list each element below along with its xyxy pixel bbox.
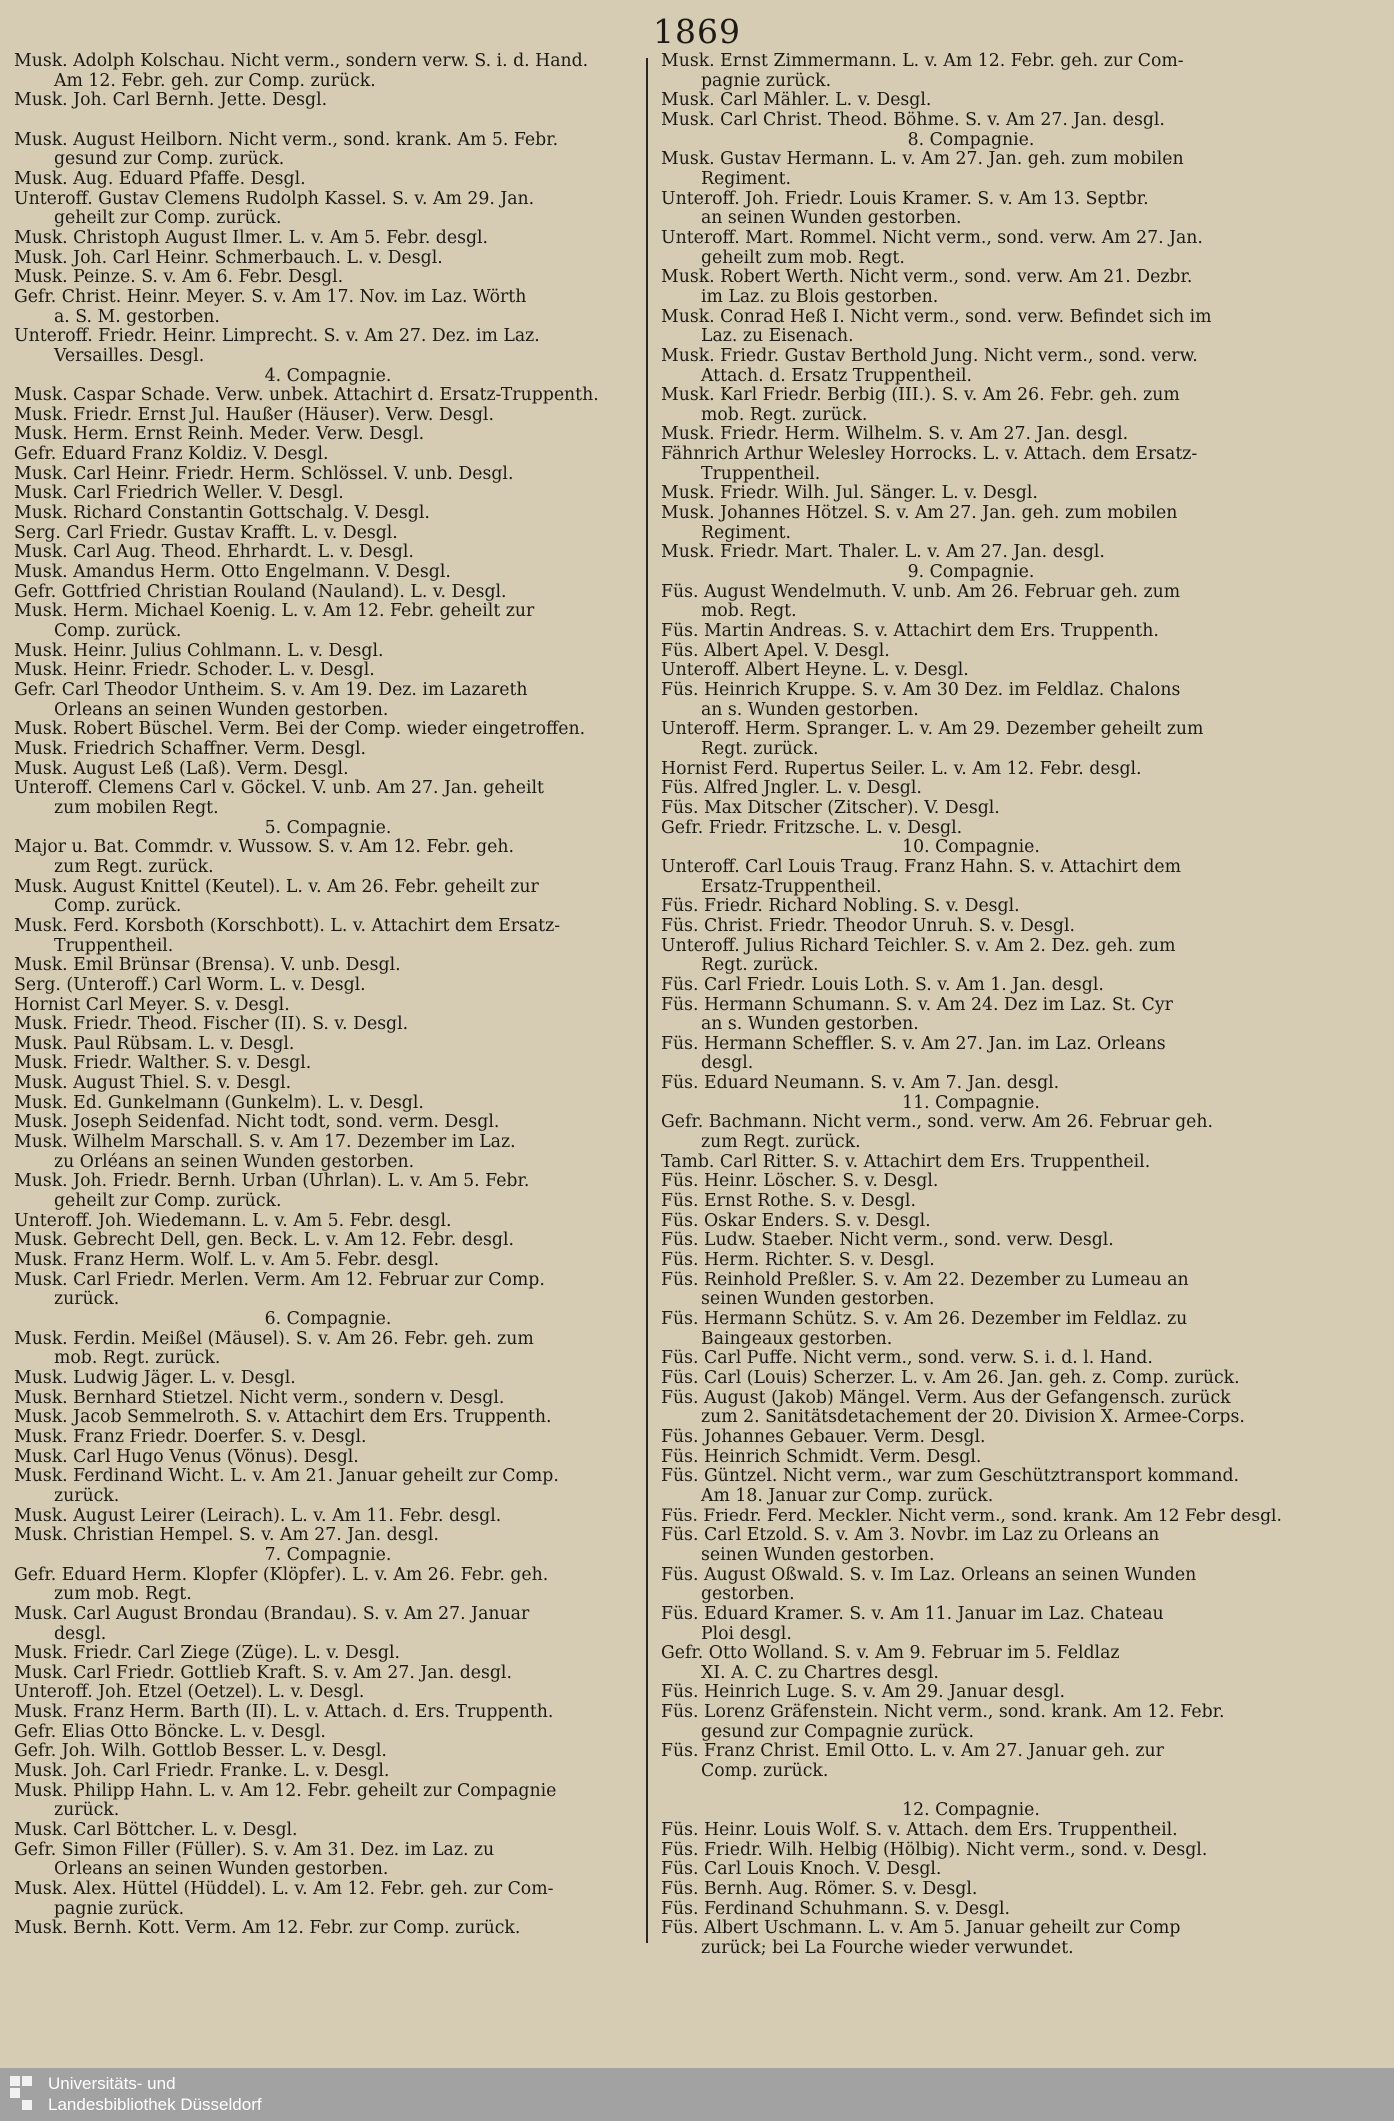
entry-line [14, 111, 642, 131]
entry-line: Gefr. Eduard Franz Koldiz. V. Desgl. [14, 444, 329, 465]
entry-continuation: desgl. [54, 1623, 107, 1644]
entry-line: Musk. Jacob Semmelroth. S. v. Attachirt dem Ers. Truppenth. [14, 1407, 552, 1428]
entry-line: Füs. Lorenz Gräfenstein. Nicht verm., sond. krank. Am 12. Febr. [661, 1702, 1225, 1723]
entry-line: Musk. Carl Christ. Theod. Böhme. S. v. Am 27. Jan. desgl. [661, 109, 1165, 130]
entry-line: Füs. Heinrich Kruppe. S. v. Am 30 Dez. im Feldlaz. Chalons [661, 680, 1181, 700]
entry-continuation: gesund zur Comp. zurück. [54, 149, 285, 170]
entry-continuation: pagnie zurück. [701, 70, 832, 91]
entry-line: Füs. Carl Louis Knoch. V. Desgl. [661, 1859, 942, 1880]
entry-line: Unteroff. Gustav Clemens Rudolph Kassel. S. v. Am 29. Jan. [14, 188, 535, 209]
entry-continuation: an seinen Wunden gestorben. [701, 208, 962, 229]
entry-continuation: zurück. [54, 1289, 120, 1310]
entry-line: Unteroff. Joh. Wiedemann. L. v. Am 5. Febr. desgl. [14, 1210, 452, 1231]
entry-continuation: Am 18. Januar zur Comp. zurück. [701, 1485, 994, 1506]
entry-line: Musk. Herm. Ernst Reinh. Meder. Verw. Desgl. [14, 424, 425, 445]
entry-line: Füs. Carl Etzold. S. v. Am 3. Novbr. im Laz zu Orleans an [661, 1525, 1160, 1546]
entry-line: Füs. Johannes Gebauer. Verm. Desgl. [661, 1426, 986, 1447]
entry-line: Füs. Albert Apel. V. Desgl. [661, 640, 890, 661]
company-heading: 6. Compagnie. [264, 1309, 392, 1329]
entry-line: Musk. Heinr. Julius Cohlmann. L. v. Desgl. [14, 640, 384, 661]
entry-line: Unteroff. Albert Heyne. L. v. Desgl. [661, 660, 969, 681]
entry-line: Musk. August Heilborn. Nicht verm., sond. krank. Am 5. Febr. [14, 129, 559, 150]
entry-line: Gefr. Carl Theodor Untheim. S. v. Am 19. Dez. im Lazareth [14, 680, 528, 700]
entry-line: Musk. Carl Heinr. Friedr. Herm. Schlössel. V. unb. Desgl. [14, 463, 514, 484]
entry-continuation: Orleans an seinen Wunden gestorben. [54, 1859, 389, 1880]
entry-line: Füs. Carl Puffe. Nicht verm., sond. verw. S. i. d. l. Hand. [661, 1348, 1153, 1369]
entry-continuation: zum 2. Sanitätsdetachement der 20. Division X. Armee-Corps. [701, 1407, 1245, 1428]
entry-continuation: Attach. d. Ersatz Truppentheil. [701, 365, 973, 386]
entry-line: Musk. Aug. Eduard Pfaffe. Desgl. [14, 168, 306, 189]
entry-continuation: a. S. M. gestorben. [54, 306, 220, 327]
entry-line: Hornist Ferd. Rupertus Seiler. L. v. Am 12. Febr. desgl. [661, 758, 1142, 779]
entry-continuation: pagnie zurück. [54, 1898, 185, 1919]
entry-line: Musk. August Leß (Laß). Verm. Desgl. [14, 758, 349, 779]
entry-line: Musk. Gebrecht Dell, gen. Beck. L. v. Am 12. Febr. desgl. [14, 1230, 514, 1251]
entry-line: Musk. Adolph Kolschau. Nicht verm., sondern verw. S. i. d. Hand. [14, 51, 589, 71]
entry-line: Musk. Friedr. Herm. Wilhelm. S. v. Am 27. Jan. desgl. [661, 424, 1129, 445]
entry-line: Musk. Joseph Seidenfad. Nicht todt, sond. verm. Desgl. [14, 1112, 500, 1133]
entry-line: Füs. Max Ditscher (Zitscher). V. Desgl. [661, 797, 1000, 818]
entry-line: Füs. August Oßwald. S. v. Im Laz. Orleans an seinen Wunden [661, 1564, 1197, 1585]
entry-line: Füs. Friedr. Ferd. Meckler. Nicht verm., sond. krank. Am 12 Febr desgl. [661, 1505, 1282, 1526]
entry-line: Musk. Ferd. Korsboth (Korschbott). L. v. Attachirt dem Ersatz- [14, 915, 561, 936]
entry-line: Musk. Joh. Carl Friedr. Franke. L. v. Desgl. [14, 1761, 390, 1782]
entry-line: Musk. Friedr. Ernst Jul. Haußer (Häuser). Verw. Desgl. [14, 404, 494, 425]
entry-line: Füs. Ludw. Staeber. Nicht verm., sond. verw. Desgl. [661, 1230, 1114, 1251]
entry-line: Füs. Albert Uschmann. L. v. Am 5. Januar geheilt zur Comp [661, 1918, 1181, 1939]
entry-line: Musk. Joh. Carl Heinr. Schmerbauch. L. v. Desgl. [14, 247, 443, 268]
entry-line: Füs. Heinrich Luge. S. v. Am 29. Januar desgl. [661, 1682, 1065, 1703]
entry-line: Unteroff. Friedr. Heinr. Limprecht. S. v. Am 27. Dez. im Laz. [14, 326, 540, 347]
entry-line: Musk. Gustav Hermann. L. v. Am 27. Jan. geh. zum mobilen [661, 149, 1184, 170]
entry-line: Serg. (Unteroff.) Carl Worm. L. v. Desgl. [14, 974, 366, 995]
entry-line: Füs. Friedr. Richard Nobling. S. v. Desgl. [661, 896, 1020, 917]
entry-line: Unteroff. Julius Richard Teichler. S. v. Am 2. Dez. geh. zum [661, 935, 1176, 956]
left-column [14, 52, 642, 1939]
entry-line: Füs. Herm. Richter. S. v. Desgl. [661, 1250, 935, 1271]
entry-line: Musk. Franz Herm. Barth (II). L. v. Attach. d. Ers. Truppenth. [14, 1702, 554, 1723]
entry-continuation: gestorben. [701, 1584, 795, 1605]
entry-line: Musk. Ernst Zimmermann. L. v. Am 12. Febr. geh. zur Com- [661, 51, 1184, 71]
entry-line: Musk. Conrad Heß I. Nicht verm., sond. verw. Befindet sich im [661, 306, 1212, 327]
entry-line: Musk. Amandus Herm. Otto Engelmann. V. Desgl. [14, 562, 451, 583]
company-heading: 5. Compagnie. [264, 817, 392, 838]
entry-continuation: Ersatz-Truppentheil. [701, 876, 882, 897]
entry-line: Serg. Carl Friedr. Gustav Krafft. L. v. Desgl. [14, 522, 398, 543]
entry-continuation: Regt. zurück. [701, 955, 819, 976]
page-number: 1869 [653, 12, 741, 51]
entry-line: Musk. Carl August Brondau (Brandau). S. v. Am 27. Januar [14, 1603, 530, 1624]
entry-line: Musk. Carl Aug. Theod. Ehrhardt. L. v. Desgl. [14, 542, 414, 563]
entry-line: Musk. Franz Friedr. Doerfer. S. v. Desgl. [14, 1426, 367, 1447]
entry-line: Gefr. Joh. Wilh. Gottlob Besser. L. v. Desgl. [14, 1741, 387, 1762]
entry-line: Hornist Carl Meyer. S. v. Desgl. [14, 994, 290, 1015]
entry-line: Füs. Hermann Schumann. S. v. Am 24. Dez im Laz. St. Cyr [661, 994, 1173, 1015]
entry-line: Musk. Friedr. Theod. Fischer (II). S. v. Desgl. [14, 1014, 409, 1035]
entry-continuation: zum Regt. zurück. [54, 856, 214, 877]
entry-continuation: Baingeaux gestorben. [701, 1328, 893, 1349]
entry-continuation: mob. Regt. [701, 601, 797, 622]
company-heading: 10. Compagnie. [902, 837, 1040, 858]
entry-continuation: zu Orléans an seinen Wunden gestorben. [54, 1151, 415, 1172]
entry-line: Musk. Emil Brünsar (Brensa). V. unb. Desgl. [14, 955, 401, 976]
entry-line: Musk. Heinr. Friedr. Schoder. L. v. Desgl. [14, 660, 375, 681]
entry-line: Musk. Karl Friedr. Berbig (III.). S. v. Am 26. Febr. geh. zum [661, 385, 1180, 406]
entry-line: Musk. Herm. Michael Koenig. L. v. Am 12. Febr. geheilt zur [14, 601, 535, 622]
entry-line: Musk. Caspar Schade. Verw. unbek. Attachirt d. Ersatz-Truppenth. [14, 385, 599, 406]
entry-line: Füs. Reinhold Preßler. S. v. Am 22. Dezember zu Lumeau an [661, 1269, 1189, 1290]
entry-line: Unteroff. Joh. Etzel (Oetzel). L. v. Desgl. [14, 1682, 365, 1703]
entry-continuation: Comp. zurück. [701, 1761, 829, 1782]
entry-line: Musk. Carl Böttcher. L. v. Desgl. [14, 1820, 298, 1841]
entry-line: Füs. Eduard Neumann. S. v. Am 7. Jan. desgl. [661, 1073, 1060, 1094]
entry-line: Musk. Carl Friedr. Gottlieb Kraft. S. v. Am 27. Jan. desgl. [14, 1662, 512, 1683]
entry-line: Füs. Martin Andreas. S. v. Attachirt dem Ers. Truppenth. [661, 621, 1159, 642]
entry-line: Musk. August Thiel. S. v. Desgl. [14, 1073, 292, 1094]
entry-line: Musk. Ferdin. Meißel (Mäusel). S. v. Am 26. Febr. geh. zum [14, 1328, 534, 1349]
entry-continuation: Laz. zu Eisenach. [701, 326, 854, 347]
entry-continuation: Truppentheil. [54, 935, 174, 956]
entry-line: Musk. Friedr. Wilh. Jul. Sänger. L. v. Desgl. [661, 483, 1038, 504]
entry-line: Füs. Heinr. Louis Wolf. S. v. Attach. dem Ers. Truppentheil. [661, 1820, 1178, 1841]
library-footer [0, 2068, 1394, 2121]
company-heading: 4. Compagnie. [264, 365, 392, 386]
company-heading: 8. Compagnie. [907, 129, 1035, 150]
company-heading: 12. Compagnie. [902, 1800, 1040, 1821]
entry-continuation: Orleans an seinen Wunden gestorben. [54, 699, 389, 720]
company-heading: 9. Compagnie. [907, 562, 1035, 583]
entry-line: Gefr. Bachmann. Nicht verm., sond. verw. Am 26. Februar geh. [661, 1112, 1213, 1133]
company-heading: 7. Compagnie. [264, 1544, 392, 1565]
entry-continuation: zum mob. Regt. [54, 1584, 192, 1605]
entry-line: Füs. Ernst Rothe. S. v. Desgl. [661, 1191, 916, 1212]
entry-line: Musk. Alex. Hüttel (Hüddel). L. v. Am 12. Febr. geh. zur Com- [14, 1879, 554, 1900]
entry-line: Musk. Wilhelm Marschall. S. v. Am 17. Dezember im Laz. [14, 1132, 516, 1153]
entry-continuation: Comp. zurück. [54, 896, 182, 917]
entry-continuation: seinen Wunden gestorben. [701, 1544, 935, 1565]
entry-line: Unteroff. Clemens Carl v. Göckel. V. unb. Am 27. Jan. geheilt [14, 778, 544, 799]
entry-continuation: zum mobilen Regt. [54, 797, 219, 818]
entry-line: Musk. Carl Friedrich Weller. V. Desgl. [14, 483, 344, 504]
entry-line: Füs. Hermann Schütz. S. v. Am 26. Dezember im Feldlaz. zu [661, 1309, 1188, 1329]
entry-line: Musk. Joh. Carl Bernh. Jette. Desgl. [14, 90, 328, 111]
entry-continuation: seinen Wunden gestorben. [701, 1289, 935, 1310]
entry-line: Gefr. Gottfried Christian Rouland (Nauland). L. v. Desgl. [14, 581, 507, 602]
entry-continuation: Truppentheil. [701, 463, 821, 484]
entry-line: Füs. Eduard Kramer. S. v. Am 11. Januar im Laz. Chateau [661, 1603, 1164, 1624]
entry-line: Füs. Christ. Friedr. Theodor Unruh. S. v. Desgl. [661, 915, 1075, 936]
entry-line: Füs. Oskar Enders. S. v. Desgl. [661, 1210, 931, 1231]
entry-line: Tamb. Carl Ritter. S. v. Attachirt dem Ers. Truppentheil. [661, 1151, 1151, 1172]
entry-line: Musk. August Knittel (Keutel). L. v. Am 26. Febr. geheilt zur [14, 876, 539, 897]
entry-continuation: zum Regt. zurück. [701, 1132, 861, 1153]
entry-line: Füs. Carl (Louis) Scherzer. L. v. Am 26. Jan. geh. z. Comp. zurück. [661, 1367, 1240, 1388]
entry-line: Musk. August Leirer (Leirach). L. v. Am 11. Febr. desgl. [14, 1505, 502, 1526]
entry-line: Füs. Alfred Jngler. L. v. Desgl. [661, 778, 922, 799]
entry-line: Gefr. Eduard Herm. Klopfer (Klöpfer). L. v. Am 26. Febr. geh. [14, 1564, 549, 1585]
entry-continuation: geheilt zum mob. Regt. [701, 247, 905, 268]
entry-line: Gefr. Friedr. Fritzsche. L. v. Desgl. [661, 817, 963, 838]
entry-line: Musk. Friedrich Schaffner. Verm. Desgl. [14, 738, 367, 759]
entry-line: Musk. Johannes Hötzel. S. v. Am 27. Jan. geh. zum mobilen [661, 503, 1178, 524]
entry-line: Unteroff. Mart. Rommel. Nicht verm., sond. verw. Am 27. Jan. [661, 227, 1203, 248]
entry-continuation: gesund zur Compagnie zurück. [701, 1721, 975, 1742]
entry-line: Füs. Bernh. Aug. Römer. S. v. Desgl. [661, 1879, 978, 1900]
entry-line: Musk. Peinze. S. v. Am 6. Febr. Desgl. [14, 267, 344, 288]
entry-line: Musk. Ed. Gunkelmann (Gunkelm). L. v. Desgl. [14, 1092, 424, 1113]
right-column [661, 52, 1281, 1959]
library-name-line1: Universitäts- und [48, 2074, 176, 2093]
entry-line: Major u. Bat. Commdr. v. Wussow. S. v. Am 12. Febr. geh. [14, 837, 514, 858]
entry-line: Musk. Christian Hempel. S. v. Am 27. Jan. desgl. [14, 1525, 439, 1546]
entry-line: Musk. Richard Constantin Gottschalg. V. Desgl. [14, 503, 430, 524]
entry-continuation: Comp. zurück. [54, 621, 182, 642]
entry-line: Fähnrich Arthur Welesley Horrocks. L. v. Attach. dem Ersatz- [661, 444, 1198, 465]
entry-continuation: XI. A. C. zu Chartres desgl. [701, 1662, 939, 1683]
entry-continuation: geheilt zur Comp. zurück. [54, 1191, 282, 1212]
entry-line: Musk. Paul Rübsam. L. v. Desgl. [14, 1033, 295, 1054]
entry-continuation: mob. Regt. zurück. [54, 1348, 221, 1369]
entry-line: Füs. Ferdinand Schuhmann. S. v. Desgl. [661, 1898, 1010, 1919]
entry-line: Gefr. Otto Wolland. S. v. Am 9. Februar im 5. Feldlaz [661, 1643, 1120, 1664]
entry-line: Gefr. Elias Otto Böncke. L. v. Desgl. [14, 1721, 326, 1742]
entry-continuation: Regiment. [701, 168, 792, 189]
entry-line [661, 1782, 1281, 1802]
entry-line: Musk. Friedr. Gustav Berthold Jung. Nicht verm., sond. verw. [661, 345, 1198, 366]
entry-continuation: zurück; bei La Fourche wieder verwundet. [701, 1938, 1074, 1958]
entry-continuation: Am 12. Febr. geh. zur Comp. zurück. [54, 70, 376, 91]
entry-continuation: im Laz. zu Blois gestorben. [701, 286, 939, 307]
entry-line: Musk. Joh. Friedr. Bernh. Urban (Uhrlan). L. v. Am 5. Febr. [14, 1171, 530, 1192]
entry-line: Gefr. Simon Filler (Füller). S. v. Am 31. Dez. im Laz. zu [14, 1839, 495, 1860]
entry-line: Füs. August Wendelmuth. V. unb. Am 26. Februar geh. zum [661, 581, 1181, 602]
library-logo-icon [10, 2076, 34, 2112]
entry-line: Musk. Friedr. Carl Ziege (Züge). L. v. Desgl. [14, 1643, 401, 1664]
company-heading: 11. Compagnie. [902, 1092, 1040, 1113]
entry-line: Füs. Franz Christ. Emil Otto. L. v. Am 27. Januar geh. zur [661, 1741, 1164, 1762]
entry-line: Musk. Christoph August Ilmer. L. v. Am 5. Febr. desgl. [14, 227, 489, 248]
entry-line: Musk. Robert Werth. Nicht verm., sond. verw. Am 21. Dezbr. [661, 267, 1193, 288]
entry-line: Füs. Heinr. Löscher. S. v. Desgl. [661, 1171, 939, 1192]
library-name [48, 2073, 262, 2115]
entry-continuation: Ploi desgl. [701, 1623, 792, 1644]
entry-continuation: zurück. [54, 1485, 120, 1506]
entry-line: Musk. Bernh. Kott. Verm. Am 12. Febr. zur Comp. zurück. [14, 1918, 521, 1939]
entry-line: Unteroff. Herm. Spranger. L. v. Am 29. Dezember geheilt zum [661, 719, 1204, 740]
entry-continuation: Regiment. [701, 522, 792, 543]
entry-line: Füs. Heinrich Schmidt. Verm. Desgl. [661, 1446, 982, 1467]
entry-line: Musk. Philipp Hahn. L. v. Am 12. Febr. geheilt zur Compagnie [14, 1780, 557, 1801]
entry-continuation: an s. Wunden gestorben. [701, 1014, 919, 1035]
entry-continuation: desgl. [701, 1053, 754, 1074]
entry-line: Gefr. Christ. Heinr. Meyer. S. v. Am 17. Nov. im Laz. Wörth [14, 286, 527, 307]
entry-line: Musk. Franz Herm. Wolf. L. v. Am 5. Febr. desgl. [14, 1250, 440, 1271]
entry-line: Füs. August (Jakob) Mängel. Verm. Aus der Gefangensch. zurück [661, 1387, 1231, 1408]
entry-line: Füs. Hermann Scheffler. S. v. Am 27. Jan. im Laz. Orleans [661, 1033, 1166, 1054]
entry-line: Musk. Carl Friedr. Merlen. Verm. Am 12. Februar zur Comp. [14, 1269, 545, 1290]
entry-continuation: zurück. [54, 1800, 120, 1821]
entry-continuation: Versailles. Desgl. [54, 345, 205, 366]
entry-line: Füs. Carl Friedr. Louis Loth. S. v. Am 1. Jan. desgl. [661, 974, 1104, 995]
entry-line: Unteroff. Carl Louis Traug. Franz Hahn. S. v. Attachirt dem [661, 856, 1182, 877]
entry-continuation: Regt. zurück. [701, 738, 819, 759]
entry-line: Musk. Robert Büschel. Verm. Bei der Comp. wieder eingetroffen. [14, 719, 586, 740]
entry-line: Musk. Carl Mähler. L. v. Desgl. [661, 90, 932, 111]
entry-line: Unteroff. Joh. Friedr. Louis Kramer. S. v. Am 13. Septbr. [661, 188, 1149, 209]
entry-continuation: mob. Regt. zurück. [701, 404, 868, 425]
entry-continuation: an s. Wunden gestorben. [701, 699, 919, 720]
library-name-line2: Landesbibliothek Düsseldorf [48, 2095, 262, 2114]
entry-line: Musk. Friedr. Walther. S. v. Desgl. [14, 1053, 312, 1074]
column-divider [646, 58, 648, 1943]
entry-continuation: geheilt zur Comp. zurück. [54, 208, 282, 229]
entry-line: Musk. Ludwig Jäger. L. v. Desgl. [14, 1367, 296, 1388]
entry-line: Musk. Ferdinand Wicht. L. v. Am 21. Januar geheilt zur Comp. [14, 1466, 559, 1487]
entry-line: Füs. Güntzel. Nicht verm., war zum Geschütztransport kommand. [661, 1466, 1240, 1487]
entry-line: Musk. Carl Hugo Venus (Vönus). Desgl. [14, 1446, 359, 1467]
entry-line: Musk. Friedr. Mart. Thaler. L. v. Am 27. Jan. desgl. [661, 542, 1105, 563]
entry-line: Füs. Friedr. Wilh. Helbig (Hölbig). Nicht verm., sond. v. Desgl. [661, 1839, 1208, 1860]
entry-line: Musk. Bernhard Stietzel. Nicht verm., sondern v. Desgl. [14, 1387, 505, 1408]
